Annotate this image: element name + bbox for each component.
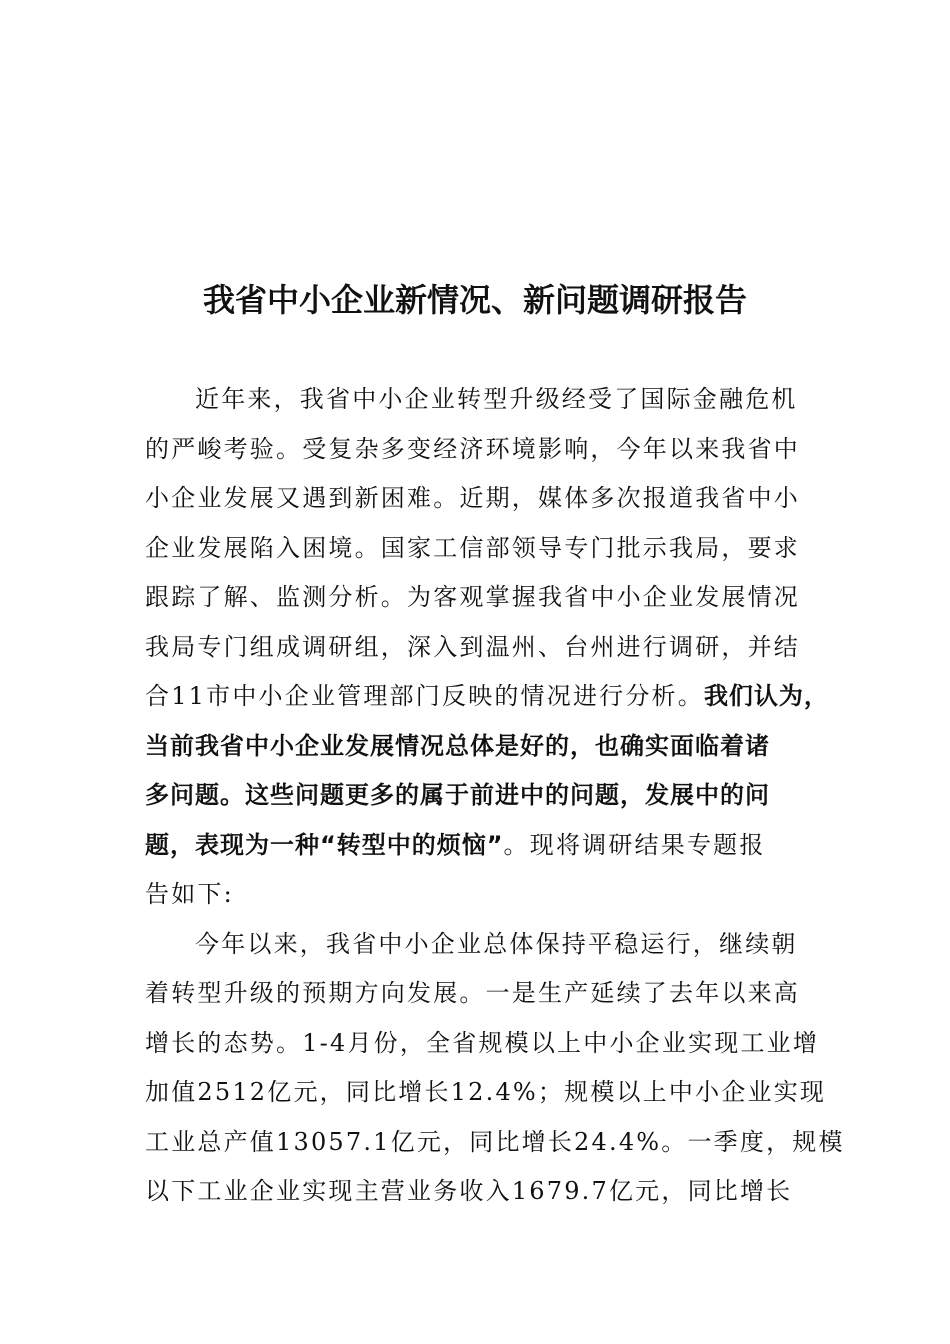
paragraph-line: 多问题。这些问题更多的属于前进中的问题，发展中的问 [145,781,770,809]
paragraph-line: 的严峻考验。受复杂多变经济环境影响，今年以来我省中 [145,434,800,463]
paragraph-2 [145,920,845,1217]
paragraph-1 [145,375,829,920]
paragraph-line: 告如下: [145,880,234,908]
paragraph-line: 加值2512亿元，同比增长12.4%；规模以上中小企业实现 [145,1078,827,1106]
paragraph-line: 近年来，我省中小企业转型升级经受了国际金融危机 [195,385,798,413]
paragraph-line: 跟踪了解、监测分析。为客观掌握我省中小企业发展情况 [145,583,800,611]
paragraph-line: 以下工业企业实现主营业务收入1679.7亿元，同比增长 [145,1177,793,1205]
document-title: 我省中小企业新情况、新问题调研报告 [202,281,747,319]
paragraph-line: 增长的态势。1-4月份，全省规模以上中小企业实现工业增 [145,1028,820,1057]
paragraph-line: 企业发展陷入困境。国家工信部领导专门批示我局，要求 [145,533,800,562]
bold-text: 题，表现为一种“转型中的烦恼” [145,830,504,859]
plain-text: 合11市中小企业管理部门反映的情况进行分析。 [145,682,704,710]
paragraph-line [145,672,829,722]
bold-text: 我们认为， [703,682,829,710]
paragraph-line: 小企业发展又遇到新困难。近期，媒体多次报道我省中小 [145,484,800,512]
plain-text: 。现将调研结果专题报 [503,830,766,859]
paragraph-line: 今年以来，我省中小企业总体保持平稳运行，继续朝 [195,929,798,958]
paragraph-line [145,821,810,871]
paragraph-line: 着转型升级的预期方向发展。一是生产延续了去年以来高 [145,979,800,1007]
paragraph-line: 当前我省中小企业发展情况总体是好的，也确实面临着诸 [145,731,770,760]
document-body [145,375,845,1217]
paragraph-line: 工业总产值13057.1亿元，同比增长24.4%。一季度，规模 [145,1127,845,1156]
paragraph-line: 我局专门组成调研组，深入到温州、台州进行调研，并结 [145,632,800,661]
